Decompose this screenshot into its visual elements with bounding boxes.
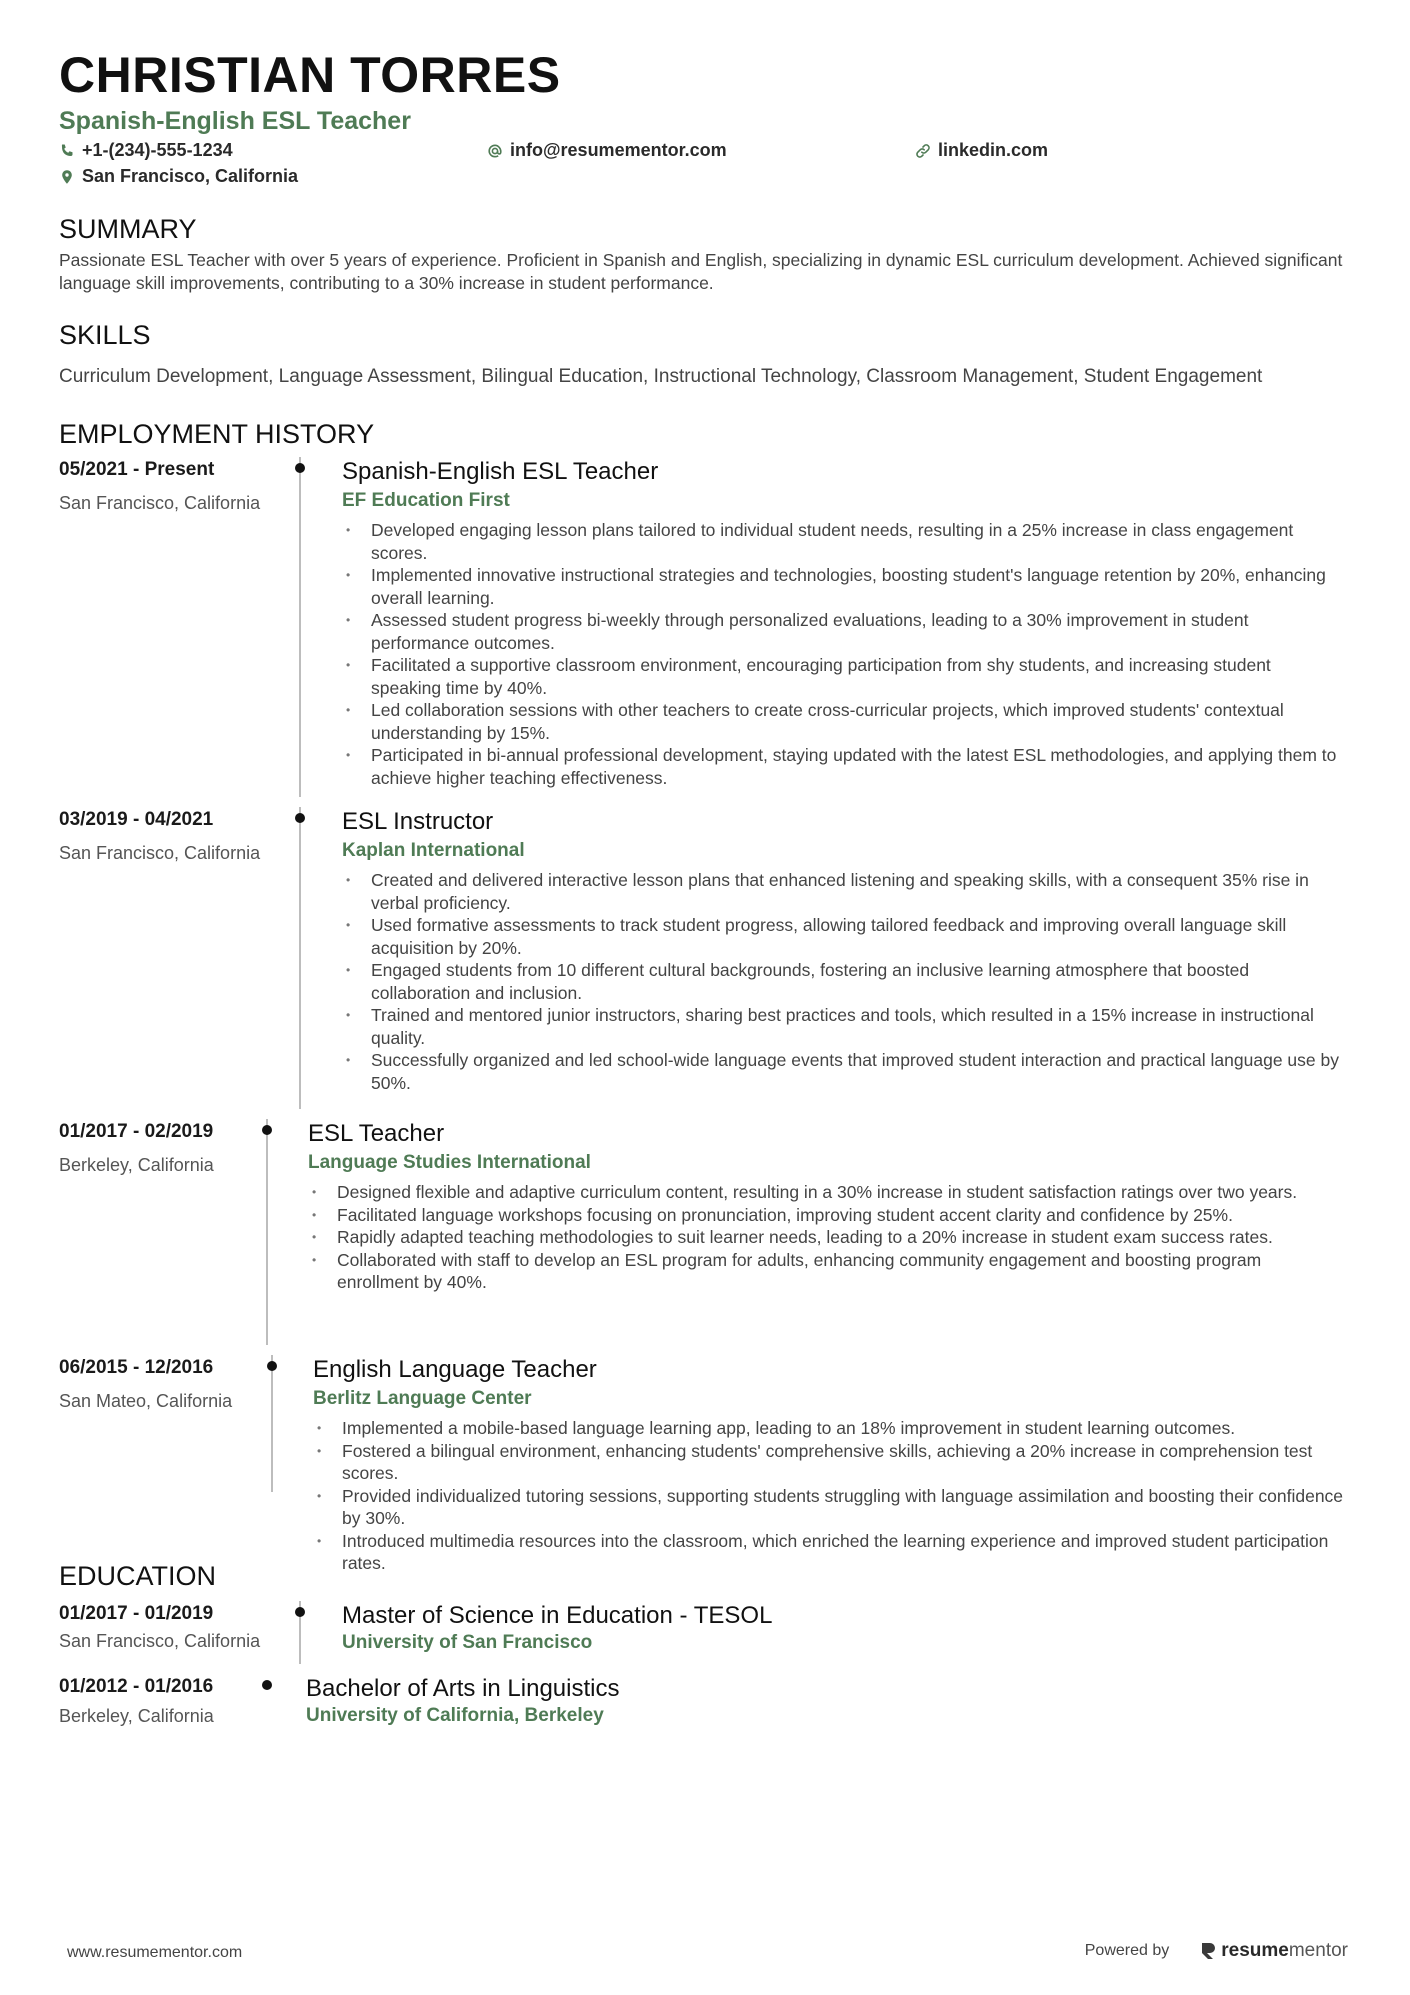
brand-bold: resume xyxy=(1221,1940,1289,1961)
job-bullet: • Led collaboration sessions with other teachers to create cross-curricular projects, which improved students' contextual understanding by 15%. xyxy=(342,699,1342,744)
job-bullet: • Facilitated language workshops focusing on pronunciation, improving student accent clarity and confidence by 25%. xyxy=(308,1204,1342,1227)
brand-logo[interactable] xyxy=(1199,1940,1348,1962)
education-timeline xyxy=(59,1601,1359,1734)
timeline-rail xyxy=(299,807,301,1109)
location-text: San Francisco, California xyxy=(82,166,299,186)
timeline-dot xyxy=(295,1607,305,1617)
job-location: San Francisco, California xyxy=(59,843,261,863)
contact-location xyxy=(59,166,298,187)
education-school: University of San Francisco xyxy=(342,1632,593,1653)
job-date: 06/2015 - 12/2016 xyxy=(59,1357,214,1378)
link-icon xyxy=(915,143,931,159)
job-bullets xyxy=(342,869,1342,1094)
job-meta xyxy=(59,807,260,1109)
brand-mark-icon xyxy=(1199,1941,1217,1961)
job-title: ESL Teacher xyxy=(308,1120,445,1147)
job-date: 01/2017 - 02/2019 xyxy=(59,1121,214,1142)
timeline-rail xyxy=(266,1119,268,1345)
job-details xyxy=(308,1119,1342,1294)
phone-icon xyxy=(59,143,75,159)
summary-heading: SUMMARY xyxy=(59,214,197,244)
job-company: Language Studies International xyxy=(308,1152,591,1173)
job-location: Berkeley, California xyxy=(59,1155,214,1175)
skills-text: Curriculum Development, Language Assessment, Bilingual Education, Instructional Technology, Classroom Management, Student Engagement xyxy=(59,366,1263,387)
job-bullet: • Implemented a mobile-based language learning app, leading to an 18% improvement in student learning outcomes. xyxy=(313,1417,1353,1440)
job-bullet: • Designed flexible and adaptive curriculum content, resulting in a 30% increase in student satisfaction ratings over two years. xyxy=(308,1181,1342,1204)
education-meta xyxy=(59,1674,214,1734)
timeline-dot xyxy=(262,1125,272,1135)
job-bullet: • Fostered a bilingual environment, enhancing students' comprehensive skills, achieving a 20% increase in comprehension test scores. xyxy=(313,1440,1353,1485)
job-title: Spanish-English ESL Teacher xyxy=(342,458,659,485)
at-icon xyxy=(487,143,503,159)
education-school: University of California, Berkeley xyxy=(306,1705,604,1726)
job-bullet: • Assessed student progress bi-weekly through personalized evaluations, leading to a 30% improvement in student performance outcomes. xyxy=(342,609,1342,654)
phone-text[interactable]: +1-(234)-555-1234 xyxy=(82,140,233,160)
education-location: San Francisco, California xyxy=(59,1631,261,1651)
job-entry xyxy=(59,1355,1359,1573)
contact-row-2 xyxy=(59,166,1359,192)
job-entry xyxy=(59,807,1359,1109)
job-bullet: • Introduced multimedia resources into the classroom, which enriched the learning experience and improved student participation rates. xyxy=(313,1530,1353,1575)
job-bullet: • Trained and mentored junior instructors, sharing best practices and tools, which resulted in a 15% increase in instructional quality. xyxy=(342,1004,1342,1049)
job-date: 05/2021 - Present xyxy=(59,459,215,480)
job-details xyxy=(342,457,1342,789)
employment-timeline xyxy=(59,457,1359,1573)
brand-thin: mentor xyxy=(1288,1940,1348,1961)
education-entry xyxy=(59,1601,1359,1664)
job-bullet: • Participated in bi-annual professional development, staying updated with the latest ESL methodologies, and applying them to achieve higher teaching effectiveness. xyxy=(342,744,1342,789)
contact-row xyxy=(59,140,1359,166)
job-bullet: • Developed engaging lesson plans tailored to individual student needs, resulting in a 25% increase in class engagement scores. xyxy=(342,519,1342,564)
education-date: 01/2012 - 01/2016 xyxy=(59,1676,214,1697)
timeline-dot xyxy=(262,1680,272,1690)
timeline-dot xyxy=(295,813,305,823)
job-entry xyxy=(59,457,1359,797)
education-entry xyxy=(59,1674,1359,1734)
footer-brand-area xyxy=(1085,1940,1348,1962)
location-pin-icon xyxy=(59,169,75,185)
education-location: Berkeley, California xyxy=(59,1706,214,1726)
contact-website xyxy=(915,140,1048,161)
job-location: San Francisco, California xyxy=(59,493,261,513)
job-title: English Language Teacher xyxy=(313,1356,597,1383)
job-bullet: • Provided individualized tutoring sessions, supporting students struggling with language assimilation and boosting their confidence by 30%. xyxy=(313,1485,1353,1530)
powered-by-label: Powered by xyxy=(1084,1942,1170,1959)
candidate-title: Spanish-English ESL Teacher xyxy=(59,107,411,135)
job-meta xyxy=(59,1119,214,1345)
job-bullet: • Created and delivered interactive lesson plans that enhanced listening and speaking skills, with a consequent 35% rise in verbal proficiency. xyxy=(342,869,1342,914)
job-bullets xyxy=(313,1417,1353,1575)
job-title: ESL Instructor xyxy=(342,808,494,835)
job-company: Kaplan International xyxy=(342,840,525,861)
education-details xyxy=(306,1674,1306,1728)
employment-heading: EMPLOYMENT HISTORY xyxy=(59,419,375,449)
job-location: San Mateo, California xyxy=(59,1391,233,1411)
contact-email xyxy=(487,140,727,161)
candidate-name: CHRISTIAN TORRES xyxy=(59,47,561,103)
job-details xyxy=(313,1355,1353,1575)
job-company: EF Education First xyxy=(342,490,510,511)
education-heading: EDUCATION xyxy=(59,1561,217,1591)
job-bullet: • Successfully organized and led school-wide language events that improved student interaction and practical language use by 50%. xyxy=(342,1049,1342,1094)
education-details xyxy=(342,1601,1342,1655)
summary-text: Passionate ESL Teacher with over 5 years of experience. Proficient in Spanish and English, specializing in dynamic ESL curriculum development. Achieved significant language skill improvements, contributing to a 30% increase in student performance. xyxy=(59,250,1343,293)
education-degree: Bachelor of Arts in Linguistics xyxy=(306,1675,620,1702)
job-meta xyxy=(59,457,260,797)
timeline-dot xyxy=(295,463,305,473)
footer-website[interactable]: www.resumementor.com xyxy=(67,1944,243,1961)
job-bullet: • Rapidly adapted teaching methodologies to suit learner needs, leading to a 20% increase in student exam success rates. xyxy=(308,1226,1342,1249)
education-meta xyxy=(59,1601,260,1664)
job-bullet: • Facilitated a supportive classroom environment, encouraging participation from shy students, and increasing student speaking time by 40%. xyxy=(342,654,1342,699)
job-bullet: • Used formative assessments to track student progress, allowing tailored feedback and improving overall language skill acquisition by 20%. xyxy=(342,914,1342,959)
job-details xyxy=(342,807,1342,1094)
job-bullet: • Implemented innovative instructional strategies and technologies, boosting student's language retention by 20%, enhancing overall learning. xyxy=(342,564,1342,609)
timeline-rail xyxy=(271,1355,273,1492)
job-bullets xyxy=(342,519,1342,789)
resume-page xyxy=(59,44,1359,1734)
contact-phone xyxy=(59,140,233,161)
education-date: 01/2017 - 01/2019 xyxy=(59,1603,214,1624)
job-bullet: • Collaborated with staff to develop an ESL program for adults, enhancing community engagement and boosting program enrollment by 40%. xyxy=(308,1249,1342,1294)
job-company: Berlitz Language Center xyxy=(313,1388,532,1409)
education-degree: Master of Science in Education - TESOL xyxy=(342,1602,773,1629)
job-date: 03/2019 - 04/2021 xyxy=(59,809,214,830)
skills-heading: SKILLS xyxy=(59,320,151,350)
email-text[interactable]: info@resumementor.com xyxy=(510,140,727,160)
job-entry xyxy=(59,1119,1359,1345)
job-bullet: • Engaged students from 10 different cultural backgrounds, fostering an inclusive learning atmosphere that boosted collaboration and inclusion. xyxy=(342,959,1342,1004)
job-bullets xyxy=(308,1181,1342,1294)
timeline-rail xyxy=(299,457,301,797)
website-text[interactable]: linkedin.com xyxy=(938,140,1049,160)
timeline-dot xyxy=(267,1361,277,1371)
job-meta xyxy=(59,1355,232,1535)
